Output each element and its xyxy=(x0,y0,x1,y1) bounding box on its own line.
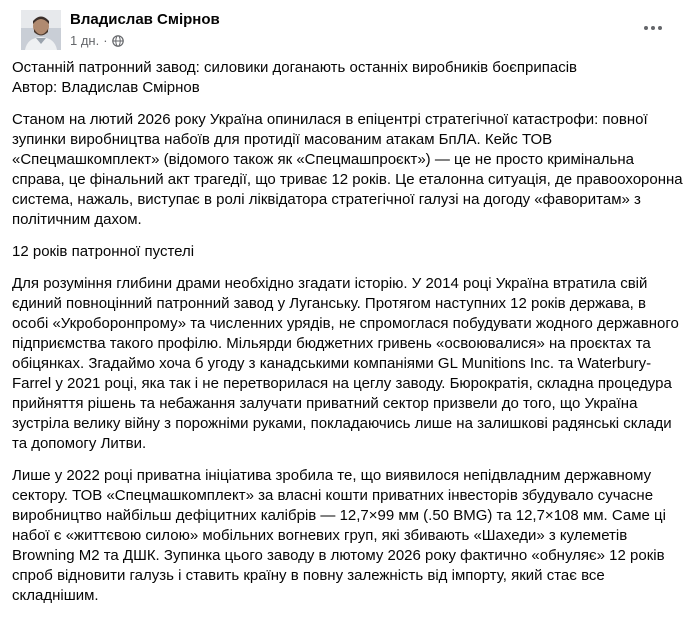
paragraph-3: Лише у 2022 році приватна ініціатива зробила те, що виявилося непідвладним державному сектору. ТОВ «Спецмашкомплект» за власні кошти приватних інвесторів збудувало сучасне виробництво найбільш дефіцитних калібрів — 12,7×99 мм (.50 BMG) та 12,7×108 мм. Саме ці набої є «життєвою силою» мобільних вогневих груп, які збивають «Шахеди» з кулеметів Browning M2 та ДШК. Зупинка цього заводу в лютому 2026 року фактично «обнуляє» 12 років спроб відновити галузь і ставить країну в повну залежність від імпорту, який стає все складнішим. xyxy=(12,467,666,604)
more-options-icon[interactable] xyxy=(639,18,667,38)
avatar[interactable] xyxy=(21,10,61,50)
post-header xyxy=(12,0,679,60)
post-title-block xyxy=(12,58,683,98)
post-title: Останній патронний завод: силовики доганають останніх виробників боєприпасів xyxy=(12,59,578,76)
author-name[interactable]: Владислав Смірнов xyxy=(70,11,220,28)
meta-separator: · xyxy=(103,33,108,48)
post-author-line: Автор: Владислав Смірнов xyxy=(12,79,200,96)
post-time[interactable]: 1 дн. xyxy=(70,33,100,48)
post-body xyxy=(12,58,683,618)
paragraph-2: Для розуміння глибини драми необхідно згадати історію. У 2014 році Україна втратила свій єдиний повноцінний патронний завод у Луганську. Протягом наступних 12 років держава, в особі «Укроборонпрому» та численних урядів, не спромоглася побудувати жодного державного підприємства такого профілю. Мільярди бюджетних гривень «освоювалися» на проєктах та обіцянках. Згадаймо хоча б угоду з канадськими компаніями GL Munitions Inc. та Waterbury-Farrel у 2021 році, яка так і не перетворилася на цеглу заводу. Бюрократія, складна процедура прийняття рішень та небажання залучати приватний сектор призвели до того, що Україна зустріла велику війну з порожніми руками, покладаючись лише на залишкові радянські склади та допомогу Литви. xyxy=(12,275,679,452)
subheading: 12 років патронної пустелі xyxy=(12,243,195,260)
avatar-image xyxy=(21,10,61,50)
post-meta xyxy=(70,33,124,48)
globe-icon xyxy=(112,35,124,47)
paragraph-1: Станом на лютий 2026 року Україна опинилася в епіцентрі стратегічної катастрофи: повної зупинки виробництва набоїв для протидії масованим атакам БпЛА. Кейс ТОВ «Спецмашкомплект» (відомого також як «Спецмашпроєкт») — це не просто кримінальна справа, це фінальний акт трагедії, що триває 12 років. Це еталонна ситуація, де правоохоронна система, нажаль, виступає в ролі ліквідатора стратегічної галузі на догоду «фаворитам» з політичним дахом. xyxy=(12,111,683,228)
